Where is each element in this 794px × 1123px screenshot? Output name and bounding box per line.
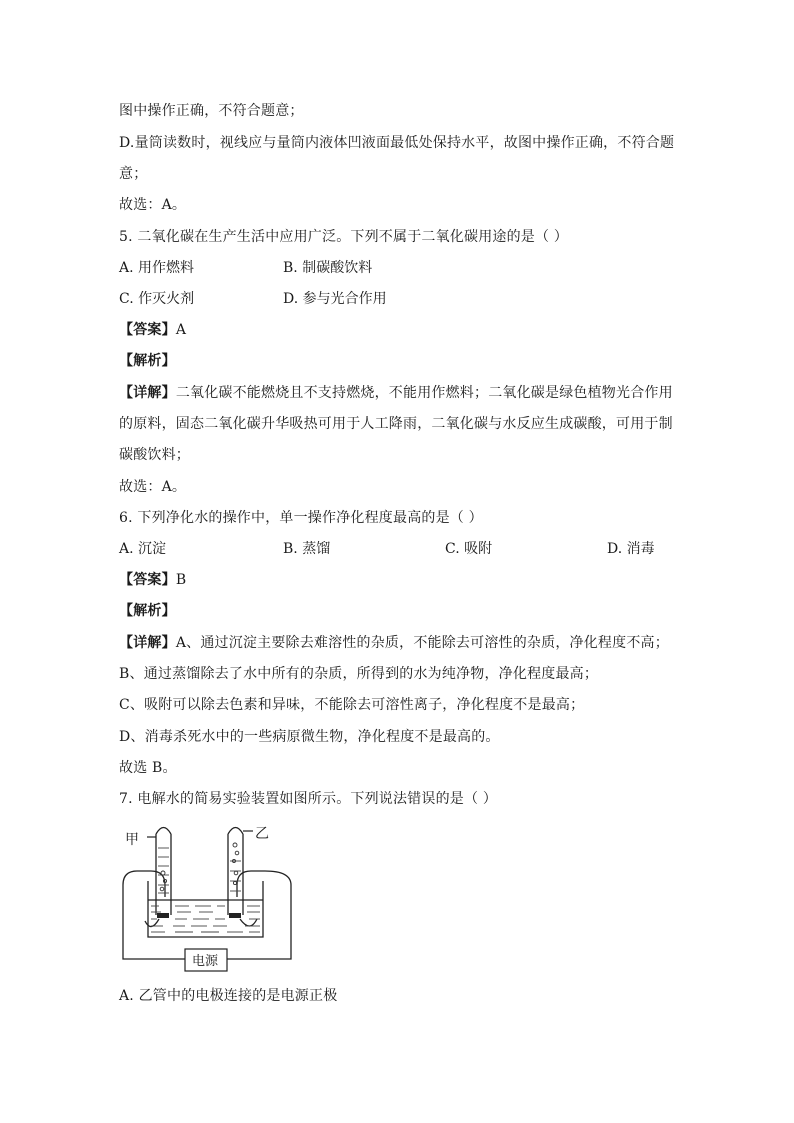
q6-detail-line: C、吸附可以除去色素和异味，不能除去可溶性离子，净化程度不是最高； bbox=[119, 697, 585, 713]
q5-option-a: A. 用作燃料 bbox=[119, 260, 195, 276]
q6-option-d: D. 消毒 bbox=[607, 541, 655, 557]
q5-detail: 【详解】二氧化碳不能燃烧且不支持燃烧，不能用作燃料；二氧化碳是绿色植物光合作用 bbox=[119, 385, 673, 401]
q5-detail-line: 的原料，固态二氧化碳升华吸热可用于人工降雨，二氧化碳与水反应生成碳酸，可用于制 bbox=[119, 416, 673, 432]
q4-explanation-line: 意； bbox=[119, 166, 148, 182]
label-jia: 甲 bbox=[125, 832, 139, 848]
detail-tag: 【详解】 bbox=[119, 385, 176, 401]
q6-stem: 6. 下列净化水的操作中，单一操作净化程度最高的是（ ） bbox=[119, 510, 483, 526]
answer-value: B bbox=[175, 572, 187, 588]
q6-option-b: B. 蒸馏 bbox=[283, 541, 331, 557]
q4-choice: 故选：A。 bbox=[119, 197, 187, 213]
q6-analysis-tag: 【解析】 bbox=[119, 603, 176, 619]
q7-stem: 7. 电解水的简易实验装置如图所示。下列说法错误的是（ ） bbox=[119, 791, 498, 807]
detail-tag: 【详解】 bbox=[119, 635, 176, 651]
q6-detail: 【详解】A、通过沉淀主要除去难溶性的杂质，不能除去可溶性的杂质，净化程度不高； bbox=[119, 635, 669, 651]
q5-answer bbox=[119, 320, 186, 340]
q6-detail-line: D、消毒杀死水中的一些病原微生物，净化程度不是最高的。 bbox=[119, 729, 500, 745]
q6-choice: 故选 B。 bbox=[119, 760, 177, 776]
q6-option-c: C. 吸附 bbox=[445, 541, 493, 557]
q5-option-c: C. 作灭火剂 bbox=[119, 291, 195, 307]
electrolysis-apparatus-diagram bbox=[115, 815, 300, 975]
power-source-label: 电源 bbox=[192, 954, 219, 969]
answer-tag: 【答案】 bbox=[119, 322, 176, 338]
q4-explanation-line: 图中操作正确，不符合题意； bbox=[119, 103, 304, 119]
q7-option-a: A. 乙管中的电极连接的是电源正极 bbox=[119, 988, 338, 1004]
q6-answer bbox=[119, 570, 186, 590]
q5-analysis-tag: 【解析】 bbox=[119, 353, 176, 369]
q5-stem: 5. 二氧化碳在生产生活中应用广泛。下列不属于二氧化碳用途的是（ ） bbox=[119, 229, 569, 245]
answer-value: A bbox=[175, 322, 187, 338]
q5-detail-line: 碳酸饮料； bbox=[119, 447, 190, 463]
answer-tag: 【答案】 bbox=[119, 572, 176, 588]
label-yi: 乙 bbox=[255, 826, 269, 842]
q4-explanation-line: D.量筒读数时，视线应与量筒内液体凹液面最低处保持水平，故图中操作正确，不符合题 bbox=[119, 135, 675, 151]
q5-option-b: B. 制碳酸饮料 bbox=[283, 260, 373, 276]
q6-detail-line: B、通过蒸馏除去了水中所有的杂质，所得到的水为纯净物，净化程度最高； bbox=[119, 666, 599, 682]
q5-choice: 故选：A。 bbox=[119, 479, 187, 495]
q6-option-a: A. 沉淀 bbox=[119, 541, 167, 557]
q5-option-d: D. 参与光合作用 bbox=[283, 291, 387, 307]
